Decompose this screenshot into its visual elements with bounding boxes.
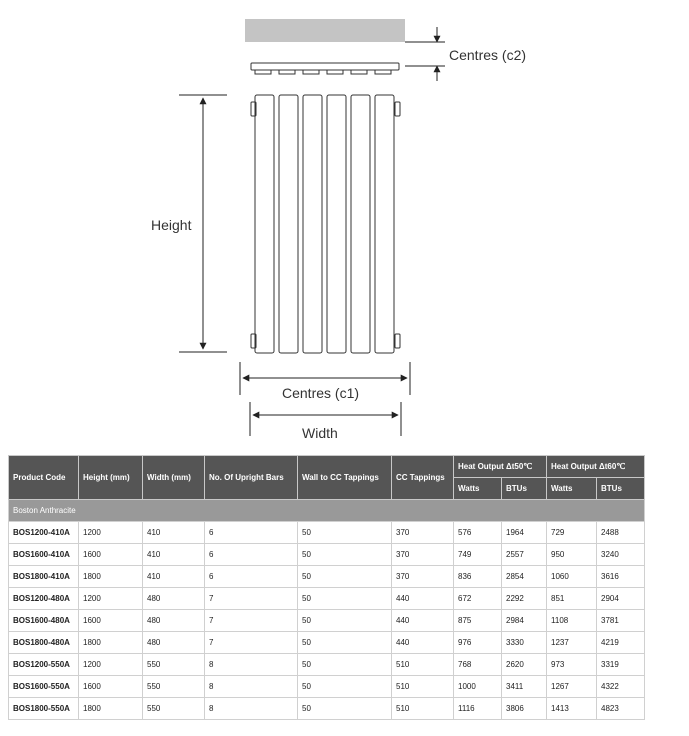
header-product-code: Product Code	[9, 456, 79, 500]
cell-cc-tappings: 370	[392, 522, 454, 544]
cell-width: 480	[143, 632, 205, 654]
cell-height: 1200	[79, 654, 143, 676]
header-width: Width (mm)	[143, 456, 205, 500]
header-cc-tappings: CC Tappings	[392, 456, 454, 500]
cell-btus-50: 2984	[502, 610, 547, 632]
cell-wall-to-cc: 50	[298, 522, 392, 544]
table-row	[9, 632, 645, 654]
cell-width: 480	[143, 588, 205, 610]
table-row	[9, 588, 645, 610]
cell-watts-50: 768	[454, 654, 502, 676]
cell-width: 550	[143, 654, 205, 676]
cell-watts-60: 973	[547, 654, 597, 676]
cell-upright-bars: 6	[205, 522, 298, 544]
cell-wall-to-cc: 50	[298, 676, 392, 698]
cell-product-code: BOS1200-550A	[9, 654, 79, 676]
table-row	[9, 654, 645, 676]
cell-upright-bars: 8	[205, 654, 298, 676]
cell-product-code: BOS1800-550A	[9, 698, 79, 720]
cell-product-code: BOS1200-410A	[9, 522, 79, 544]
cell-height: 1800	[79, 566, 143, 588]
centres-c2-label: Centres (c2)	[449, 47, 527, 63]
cell-watts-60: 1108	[547, 610, 597, 632]
cell-watts-60: 1413	[547, 698, 597, 720]
header-watts-60: Watts	[547, 478, 597, 500]
group-label: Boston Anthracite	[9, 500, 645, 522]
cell-height: 1200	[79, 588, 143, 610]
cell-product-code: BOS1600-410A	[9, 544, 79, 566]
cell-watts-50: 672	[454, 588, 502, 610]
cell-btus-60: 2904	[597, 588, 645, 610]
cell-upright-bars: 8	[205, 698, 298, 720]
cell-btus-60: 3781	[597, 610, 645, 632]
cell-btus-50: 2854	[502, 566, 547, 588]
table-row	[9, 698, 645, 720]
cell-btus-50: 3806	[502, 698, 547, 720]
cell-width: 410	[143, 544, 205, 566]
cell-wall-to-cc: 50	[298, 566, 392, 588]
header-wall-to-cc: Wall to CC Tappings	[298, 456, 392, 500]
cell-watts-50: 875	[454, 610, 502, 632]
cell-btus-60: 3616	[597, 566, 645, 588]
header-btus-50: BTUs	[502, 478, 547, 500]
cell-cc-tappings: 510	[392, 698, 454, 720]
cell-width: 410	[143, 522, 205, 544]
cell-watts-60: 1060	[547, 566, 597, 588]
cell-product-code: BOS1200-480A	[9, 588, 79, 610]
header-heat-50: Heat Output Δt50℃	[454, 456, 547, 478]
table-row	[9, 566, 645, 588]
cell-upright-bars: 7	[205, 632, 298, 654]
cell-wall-to-cc: 50	[298, 698, 392, 720]
cell-upright-bars: 7	[205, 610, 298, 632]
header-btus-60: BTUs	[597, 478, 645, 500]
cell-watts-50: 1116	[454, 698, 502, 720]
cell-btus-60: 4322	[597, 676, 645, 698]
cell-watts-50: 749	[454, 544, 502, 566]
cell-cc-tappings: 510	[392, 654, 454, 676]
table-row	[9, 522, 645, 544]
width-label: Width	[302, 425, 338, 441]
cell-watts-50: 836	[454, 566, 502, 588]
cell-btus-50: 3411	[502, 676, 547, 698]
radiator-front-view	[251, 95, 400, 353]
cell-product-code: BOS1800-480A	[9, 632, 79, 654]
cell-height: 1800	[79, 698, 143, 720]
cell-watts-60: 729	[547, 522, 597, 544]
cell-height: 1600	[79, 544, 143, 566]
cell-height: 1600	[79, 676, 143, 698]
cell-btus-60: 2488	[597, 522, 645, 544]
cell-btus-50: 2620	[502, 654, 547, 676]
cell-upright-bars: 8	[205, 676, 298, 698]
cell-btus-50: 3330	[502, 632, 547, 654]
cell-wall-to-cc: 50	[298, 654, 392, 676]
cell-wall-to-cc: 50	[298, 610, 392, 632]
cell-btus-50: 2557	[502, 544, 547, 566]
cell-wall-to-cc: 50	[298, 632, 392, 654]
header-upright-bars: No. Of Upright Bars	[205, 456, 298, 500]
cell-watts-60: 1267	[547, 676, 597, 698]
cell-height: 1200	[79, 522, 143, 544]
cell-watts-50: 976	[454, 632, 502, 654]
cell-product-code: BOS1600-550A	[9, 676, 79, 698]
cell-product-code: BOS1800-410A	[9, 566, 79, 588]
cell-watts-60: 1237	[547, 632, 597, 654]
table-row	[9, 544, 645, 566]
header-heat-60: Heat Output Δt60℃	[547, 456, 645, 478]
cell-wall-to-cc: 50	[298, 588, 392, 610]
cell-product-code: BOS1600-480A	[9, 610, 79, 632]
height-label: Height	[151, 217, 192, 233]
cell-wall-to-cc: 50	[298, 544, 392, 566]
cell-width: 550	[143, 676, 205, 698]
cell-cc-tappings: 370	[392, 566, 454, 588]
cell-watts-60: 851	[547, 588, 597, 610]
cell-cc-tappings: 440	[392, 588, 454, 610]
cell-upright-bars: 6	[205, 566, 298, 588]
group-row	[9, 500, 645, 522]
cell-btus-60: 3319	[597, 654, 645, 676]
radiator-plan-view	[251, 63, 399, 74]
cell-btus-60: 3240	[597, 544, 645, 566]
table-row	[9, 610, 645, 632]
header-watts-50: Watts	[454, 478, 502, 500]
spec-table	[8, 455, 645, 720]
cell-width: 410	[143, 566, 205, 588]
table-row	[9, 676, 645, 698]
cell-cc-tappings: 370	[392, 544, 454, 566]
cell-watts-50: 576	[454, 522, 502, 544]
cell-width: 550	[143, 698, 205, 720]
cell-btus-60: 4823	[597, 698, 645, 720]
cell-upright-bars: 6	[205, 544, 298, 566]
cell-width: 480	[143, 610, 205, 632]
cell-height: 1800	[79, 632, 143, 654]
cell-btus-60: 4219	[597, 632, 645, 654]
cell-cc-tappings: 440	[392, 610, 454, 632]
cell-cc-tappings: 510	[392, 676, 454, 698]
c2-dimension	[405, 27, 445, 81]
cell-btus-50: 2292	[502, 588, 547, 610]
cell-upright-bars: 7	[205, 588, 298, 610]
cell-watts-60: 950	[547, 544, 597, 566]
header-height: Height (mm)	[79, 456, 143, 500]
cell-btus-50: 1964	[502, 522, 547, 544]
wall-plate	[245, 19, 405, 42]
cell-cc-tappings: 440	[392, 632, 454, 654]
cell-height: 1600	[79, 610, 143, 632]
centres-c1-label: Centres (c1)	[282, 385, 360, 401]
cell-watts-50: 1000	[454, 676, 502, 698]
